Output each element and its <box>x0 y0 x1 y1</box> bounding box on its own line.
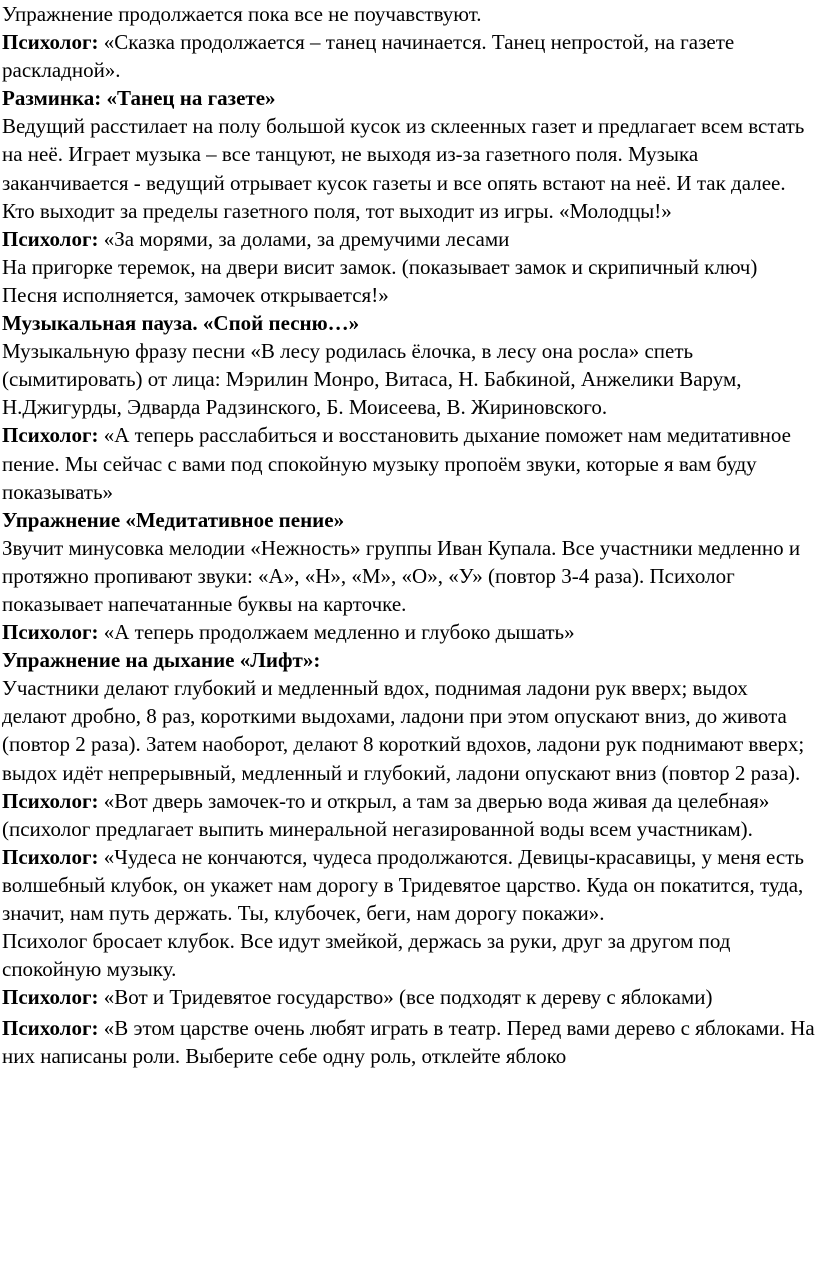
paragraph: Участники делают глубокий и медленный вдох, поднимая ладони рук вверх; выдох делают дробно, 8 раз, короткими выдохами, ладони при этом опускают вниз, до живота (повтор 2 раза). Затем наоборот, делают 8 короткий вдохов, ладони рук поднимают вверх; выдох идёт непрерывный, медленный и глубокий, ладони опускают вниз (повтор 2 раза). <box>2 676 805 785</box>
section-heading: Музыкальная пауза. «Спой песню…» <box>2 311 360 336</box>
speaker-paragraph <box>2 618 816 646</box>
speaker-label: Психолог: <box>2 985 99 1010</box>
speaker-text: «В этом царстве очень любят играть в театр. Перед вами дерево с яблоками. На них написаны роли. Выберите себе одну роль, отклейте яблоко <box>2 1016 815 1069</box>
speaker-paragraph <box>2 843 816 927</box>
speaker-text: «Сказка продолжается – танец начинается. Танец непростой, на газете раскладной». <box>2 30 735 83</box>
speaker-paragraph <box>2 225 816 253</box>
speaker-label: Психолог: <box>2 423 99 448</box>
paragraph: Музыкальную фразу песни «В лесу родилась ёлочка, в лесу она росла» спеть (сымитировать) от лица: Мэрилин Монро, Витаса, Н. Бабкиной, Анжелики Варум, Н.Джигурды, Эдварда Радзинского, Б. Моисеева, В. Жириновского. <box>2 339 742 420</box>
speaker-paragraph <box>2 28 816 84</box>
paragraph: На пригорке теремок, на двери висит замок. (показывает замок и скрипичный ключ) <box>2 254 758 279</box>
speaker-label: Психолог: <box>2 30 99 55</box>
speaker-label: Психолог: <box>2 788 99 813</box>
paragraph: Ведущий расстилает на полу большой кусок из склеенных газет и предлагает всем встать на неё. Играет музыка – все танцуют, не выходя из-за газетного поля. Музыка заканчивается - ведущий отрывает кусок газеты и все опять встают на неё. И так далее. Кто выходит за пределы газетного поля, тот выходит из игры. «Молодцы!» <box>2 114 805 223</box>
paragraph: Психолог бросает клубок. Все идут змейкой, держась за руки, друг за другом под спокойную музыку. <box>2 929 731 982</box>
speaker-label: Психолог: <box>2 226 99 251</box>
paragraph <box>2 0 816 28</box>
section-heading: Разминка: «Танец на газете» <box>2 86 276 111</box>
speaker-text: «Чудеса не кончаются, чудеса продолжаются. Девицы-красавицы, у меня есть волшебный клубок, он укажет нам дорогу в Тридевятое царство. Куда он покатится, туда, значит, нам путь держать. Ты, клубочек, беги, нам дорогу покажи». <box>2 844 804 925</box>
speaker-text: «А теперь продолжаем медленно и глубоко дышать» <box>98 620 575 645</box>
speaker-label: Психолог: <box>2 1016 99 1041</box>
speaker-paragraph <box>2 787 816 843</box>
speaker-label: Психолог: <box>2 844 99 869</box>
paragraph-text: Упражнение продолжается пока все не поучавствуют. <box>2 2 482 26</box>
section-heading: Упражнение на дыхание «Лифт»: <box>2 648 321 673</box>
speaker-paragraph <box>2 421 816 505</box>
speaker-text: «А теперь расслабиться и восстановить дыхание поможет нам медитативное пение. Мы сейчас с вами под спокойную музыку пропоём звуки, которые я вам буду показывать» <box>2 423 791 504</box>
section-heading: Упражнение «Медитативное пение» <box>2 507 345 532</box>
paragraph: Звучит минусовка мелодии «Нежность» группы Иван Купала. Все участники медленно и протяжно пропивают звуки: «А», «Н», «М», «О», «У» (повтор 3-4 раза). Психолог показывает напечатанные буквы на карточке. <box>2 535 801 616</box>
speaker-label: Психолог: <box>2 620 99 645</box>
speaker-text: «За морями, за долами, за дремучими лесами <box>98 226 510 251</box>
speaker-text: «Вот и Тридевятое государство» (все подходят к дереву с яблоками) <box>98 985 713 1010</box>
speaker-paragraph <box>2 1014 816 1070</box>
speaker-paragraph <box>2 983 816 1011</box>
speaker-text: «Вот дверь замочек-то и открыл, а там за дверью вода живая да целебная» (психолог предлагает выпить минеральной негазированной воды всем участникам). <box>2 788 770 841</box>
paragraph: Песня исполняется, замочек открывается!» <box>2 282 389 307</box>
